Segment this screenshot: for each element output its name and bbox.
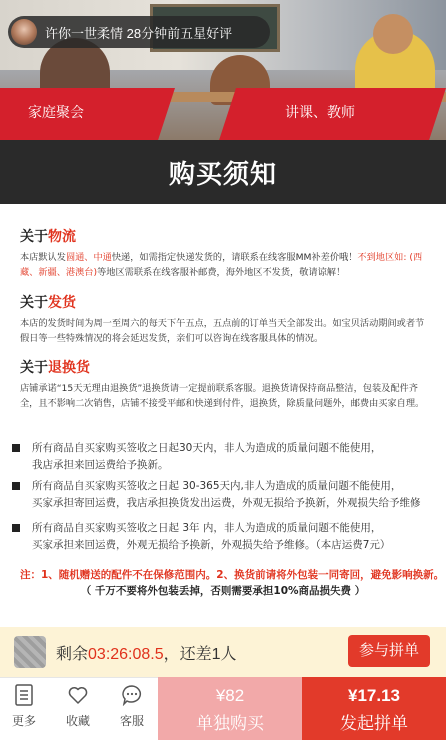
policy-item: 所有商品自买家购买签收之日起 3年 内，非人为造成的质量问题不能使用， 买家承担来回运费，外观无损给予换新，外观损失给予维修。（本店运费7元）: [12, 520, 442, 554]
policy-item: 所有商品自买家购买签收之日起30天内，非人为造成的质量问题不能使用， 我店承担来回运费给予换新。: [12, 440, 442, 474]
section-text: 本店的发货时间为周一至周六的每天下午五点，五点前的订单当天全部发出。如宝贝活动期间或者节假日等一些特殊情况的将会延迟发货，亲们可以咨询在线客服具体的情况。: [20, 318, 425, 344]
section-text: 本店默认发圆通、中通快递，如需指定快递发货的，请联系在线客服MM补差价哦！不到地区如: (西藏、新疆、港澳台)等地区需联系在线客服补邮费，海外地区不发货，敬请谅解！: [20, 252, 423, 278]
document-icon: [13, 684, 35, 706]
group-member-avatar: [14, 636, 46, 668]
banner-title: 购买须知: [168, 159, 277, 189]
single-label: 单独购买: [196, 714, 264, 733]
section-title: 关于物流: [20, 228, 76, 244]
chat-icon: [121, 684, 143, 706]
section-title: 关于发货: [20, 294, 76, 310]
review-notification[interactable]: [8, 16, 270, 48]
section-logistics: [20, 226, 432, 280]
start-group-button[interactable]: [302, 677, 446, 740]
section-text: 店铺承诺“15天无理由退换货”退换货请一定提前联系客服。退换货请保持商品整洁，包装及配件齐全，且不影响二次销售，店铺不接受平邮和快递到付件，退换货，除质量问题外，邮费由买家自理。: [20, 383, 425, 409]
buy-single-button[interactable]: [158, 677, 302, 740]
notification-text: 许你一世柔情 28分钟前五星好评: [45, 25, 233, 41]
bullet-square: [12, 524, 20, 532]
reviewer-avatar: [11, 19, 37, 45]
tab-label: 更多: [11, 714, 36, 728]
section-returns: [20, 357, 432, 411]
hero-label-left: 家庭聚会: [28, 104, 84, 120]
group-label: 发起拼单: [340, 714, 408, 733]
tab-favorite[interactable]: [58, 684, 98, 729]
group-countdown-text: 剩余03:26:08.5，还差1人: [56, 646, 237, 663]
section-shipping: [20, 292, 432, 346]
join-group-button[interactable]: 参与拼单: [348, 635, 430, 667]
tab-more[interactable]: [4, 684, 44, 729]
bullet-square: [12, 482, 20, 490]
countdown-timer: 03:26:08.5: [88, 646, 164, 663]
tab-customer-service[interactable]: [112, 684, 152, 729]
warning-subnote: （ 千万不要将外包装丢掉，否则需要承担10%商品损失费 ）: [80, 585, 366, 597]
policy-item: 所有商品自买家购买签收之日起 30-365天内,非人为造成的质量问题不能使用， 买家承担寄回运费，我店承担换货发出运费，外观无损给予换新，外观损失给予维修: [12, 478, 442, 512]
section-title: 关于退换货: [20, 359, 90, 375]
warning-note: 注：1、随机赠送的配件不在保修范围内。2、换货前请将外包装一同寄回，避免影响换新。: [20, 569, 445, 581]
tab-label: 收藏: [65, 714, 90, 728]
bullet-square: [12, 444, 20, 452]
heart-icon: [67, 684, 89, 706]
purchase-notice-banner: [0, 140, 446, 204]
group-price: ¥17.13: [348, 686, 400, 705]
single-price: ¥82: [215, 686, 245, 705]
hero-label-band: [0, 88, 446, 140]
group-buy-bar: [0, 627, 446, 677]
hero-label-right: 讲课、教师: [285, 104, 355, 120]
tab-label: 客服: [119, 714, 144, 728]
